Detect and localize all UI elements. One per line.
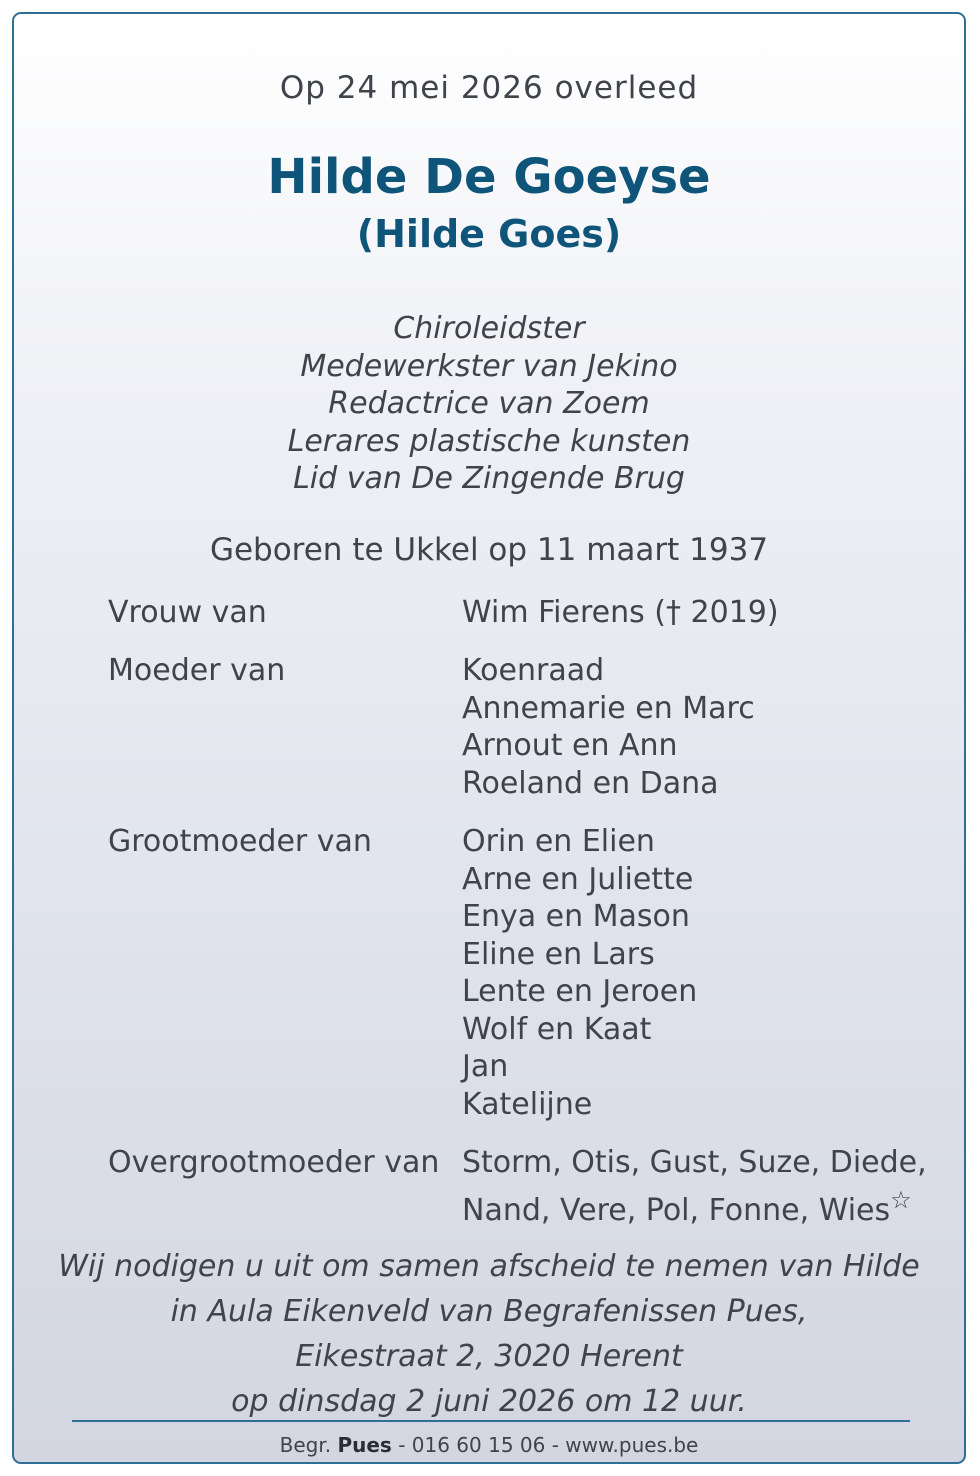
relation-name: Wim Fierens († 2019) xyxy=(462,595,779,630)
relation-name: Katelijne xyxy=(462,1086,593,1122)
footer-company: Pues xyxy=(337,1433,392,1457)
footer-prefix: Begr. xyxy=(279,1433,332,1457)
relation-name: Arnout en Ann xyxy=(462,728,678,763)
relation-name: Lente en Jeroen xyxy=(462,974,698,1009)
relation-label-grandchildren: Grootmoeder van xyxy=(108,824,372,859)
obituary-card xyxy=(12,12,966,1464)
relation-name: Wolf en Kaat xyxy=(462,1011,652,1047)
relation-name: Roeland en Dana xyxy=(462,765,719,801)
relation-names-great-grandchildren xyxy=(462,1144,927,1229)
relation-name: Enya en Mason xyxy=(462,899,690,934)
birth-info: Geboren te Ukkel op 11 maart 1937 xyxy=(209,532,769,568)
relation-names-children xyxy=(462,652,755,802)
footer-contact: - 016 60 15 06 - www.pues.be xyxy=(398,1433,699,1457)
relation-name: Koenraad xyxy=(462,653,605,688)
deceased-name: Hilde De Goeyse xyxy=(267,149,711,205)
invitation-line: in Aula Eikenveld van Begrafenissen Pues, xyxy=(170,1294,808,1329)
relation-name: Eline en Lars xyxy=(462,936,655,972)
star-icon: ☆ xyxy=(890,1185,912,1214)
roles-list xyxy=(14,310,964,498)
invitation-line: Wij nodigen u uit om samen afscheid te nemen van Hilde xyxy=(58,1249,920,1284)
footer-divider xyxy=(72,1420,910,1422)
role-item: Chiroleidster xyxy=(393,311,585,346)
relation-names-spouse xyxy=(462,594,779,632)
invitation-line: Eikestraat 2, 3020 Herent xyxy=(295,1339,683,1374)
role-item: Lid van De Zingende Brug xyxy=(293,461,685,496)
role-item: Redactrice van Zoem xyxy=(328,386,650,421)
relation-name: Nand, Vere, Pol, Fonne, Wies xyxy=(462,1192,891,1228)
invitation xyxy=(14,1244,964,1424)
relation-label-great-grandchildren: Overgrootmoeder van xyxy=(108,1145,440,1180)
relation-name-last xyxy=(462,1182,927,1230)
relation-name: Annemarie en Marc xyxy=(462,690,755,726)
relation-name: Arne en Juliette xyxy=(462,861,694,897)
relation-label-children: Moeder van xyxy=(108,653,286,688)
deceased-alias: (Hilde Goes) xyxy=(356,212,622,256)
relation-name: Storm, Otis, Gust, Suze, Diede, xyxy=(462,1145,927,1180)
relation-names-grandchildren xyxy=(462,823,697,1123)
role-item: Medewerkster van Jekino xyxy=(300,348,678,384)
announcement: Op 24 mei 2026 overleed xyxy=(279,70,699,106)
invitation-line: op dinsdag 2 juni 2026 om 12 uur. xyxy=(231,1384,747,1419)
relation-name: Orin en Elien xyxy=(462,824,655,859)
footer xyxy=(14,1430,964,1460)
relation-name: Jan xyxy=(462,1049,509,1084)
relation-label-spouse: Vrouw van xyxy=(108,595,267,630)
role-item: Lerares plastische kunsten xyxy=(287,423,691,459)
